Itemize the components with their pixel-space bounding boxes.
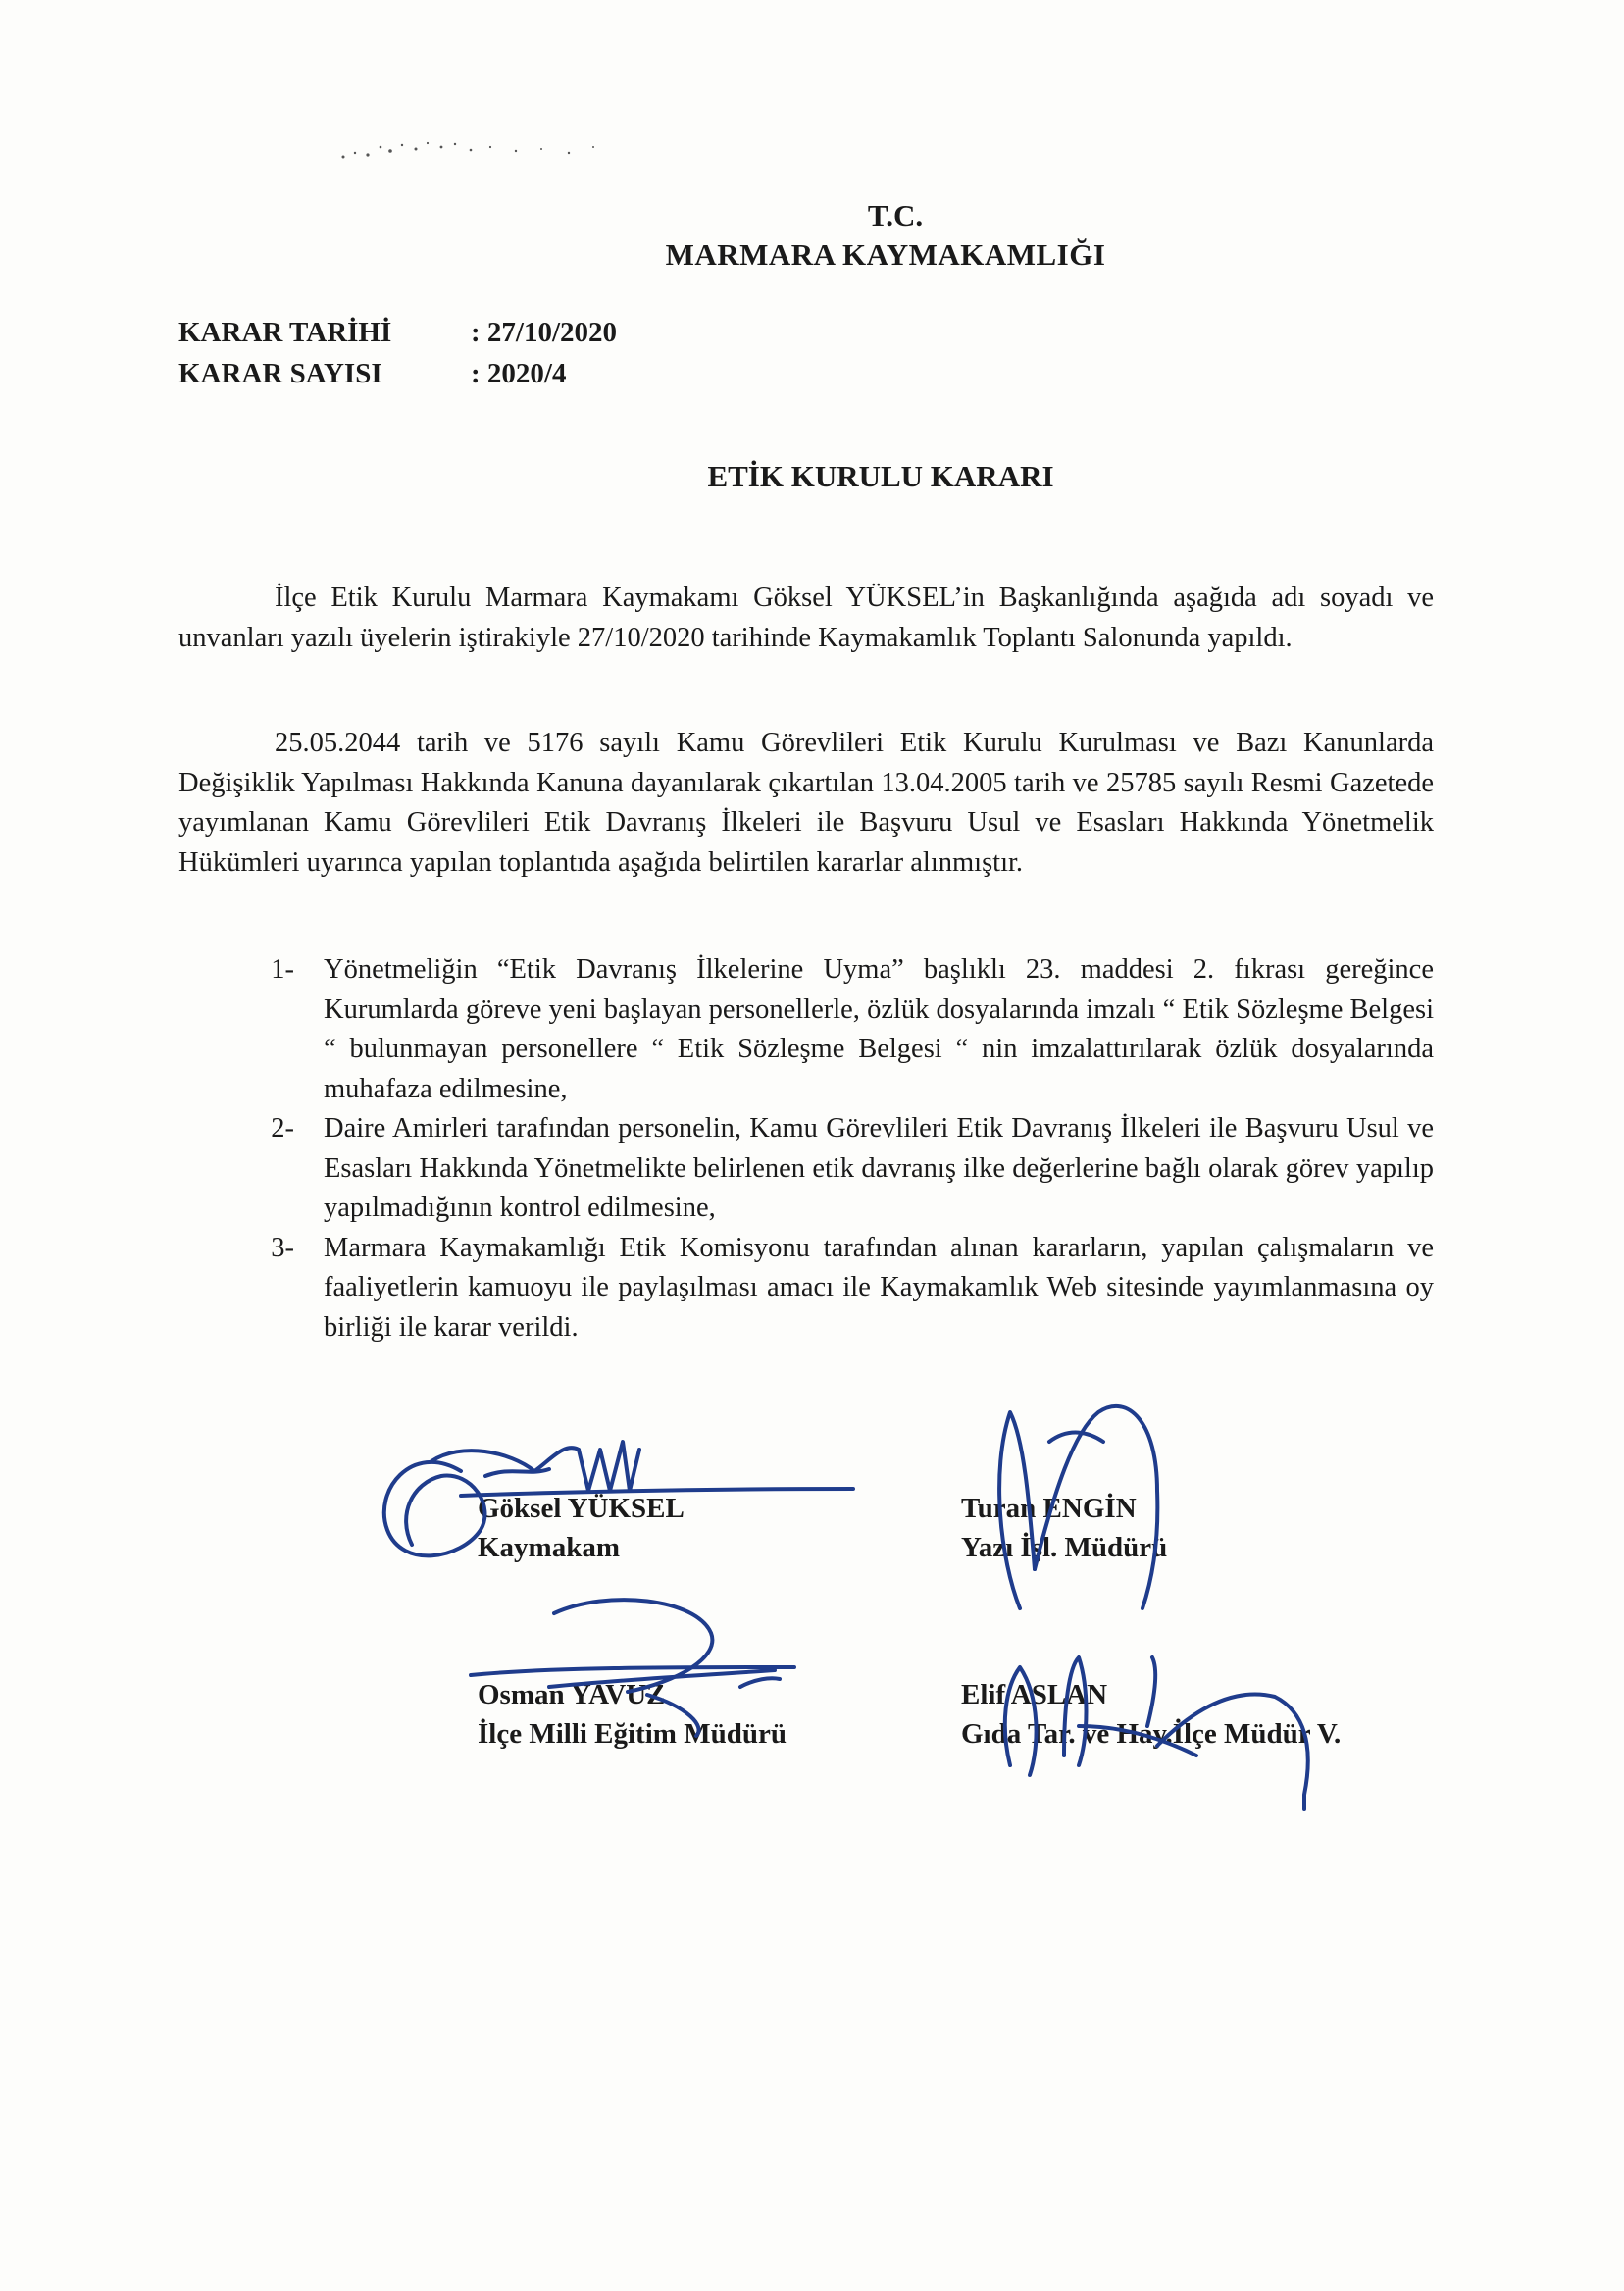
signatory-name: Elif ASLAN (961, 1679, 1108, 1710)
decisions-list (178, 950, 1434, 1348)
decision-number-value: : 2020/4 (471, 358, 567, 389)
decision-item (178, 1109, 1434, 1229)
signatory-title: İlçe Milli Eğitim Müdürü (478, 1718, 787, 1750)
decision-number: 2- (271, 1113, 294, 1144)
decision-meta (178, 312, 617, 394)
signatory-title: Kaymakam (478, 1532, 620, 1563)
decision-date-label: KARAR TARİHİ (178, 317, 392, 348)
header-line-organization: MARMARA KAYMAKAMLIĞI (665, 237, 1106, 272)
paragraph-intro: İlçe Etik Kurulu Marmara Kaymakamı Göksel YÜKSEL’in Başkanlığında aşağıda adı soyadı ve unvanları yazılı üyelerin iştirakiyle 27/10/2020 tarihinde Kaymakamlık Toplantı Salonunda yapıldı. (178, 583, 1434, 653)
header-line-tc: T.C. (867, 198, 924, 232)
signatory-block (961, 1489, 1167, 1567)
signatory-name: Osman YAVUZ (478, 1679, 666, 1710)
decision-text: Marmara Kaymakamlığı Etik Komisyonu tarafından alınan kararların, yapılan çalışmaların ve faaliyetlerin kamuoyu ile paylaşılması amacı ile Kaymakamlık Web sitesinde yayımlanmasına oy birliği ile karar verildi. (324, 1232, 1434, 1343)
decision-item (178, 950, 1434, 1109)
paragraph-legal-basis: 25.05.2044 tarih ve 5176 sayılı Kamu Görevlileri Etik Kurulu Kurulması ve Bazı Kanunlarda Değişiklik Yapılması Hakkında Kanuna dayanılarak çıkartılan 13.04.2005 tarih ve 25785 sayılı Resmi Gazetede yayımlanan Kamu Görevlileri Etik Davranış İlkeleri ile Başvuru Usul ve Esasları Hakkında Yönetmelik Hükümleri uyarınca yapılan toplantıda aşağıda belirtilen kararlar alınmıştır. (178, 728, 1434, 878)
decision-number: 1- (271, 954, 294, 985)
decision-number-label: KARAR SAYISI (178, 358, 382, 389)
document-header (0, 196, 1624, 275)
signatory-block (961, 1675, 1341, 1754)
signatory-name: Turan ENGİN (961, 1493, 1137, 1524)
document-title: ETİK KURULU KARARI (707, 459, 1054, 493)
decision-number: 3- (271, 1232, 294, 1263)
signatory-title: Yazı İşl. Müdürü (961, 1532, 1168, 1563)
scan-noise-specks (333, 118, 726, 177)
decision-date-value: : 27/10/2020 (471, 317, 618, 348)
signatory-block (478, 1489, 685, 1567)
signatory-block (478, 1675, 787, 1754)
decision-text: Yönetmeliğin “Etik Davranış İlkelerine Uyma” başlıklı 23. maddesi 2. fıkrası gereğince Kurumlarda göreve yeni başlayan personellerle, özlük dosyalarında imzalı “ Etik Sözleşme Belgesi “ bulunmayan personellere “ Etik Sözleşme Belgesi “ nin imzalattırılarak özlük dosyalarında muhafaza edilmesine, (324, 954, 1434, 1104)
decision-date-row (178, 312, 617, 353)
signatory-name: Göksel YÜKSEL (478, 1493, 685, 1524)
decision-text: Daire Amirleri tarafından personelin, Kamu Görevlileri Etik Davranış İlkeleri ile Başvuru Usul ve Esasları Hakkında Yönetmelikte belirlenen etik davranış ilke değerlerine bağlı olarak görev yapılıp yapılmadığının kontrol edilmesine, (324, 1113, 1434, 1223)
decision-item (178, 1229, 1434, 1349)
decision-number-row (178, 353, 617, 394)
signatory-title: Gıda Tar. ve Hay.İlçe Müdür V. (961, 1718, 1342, 1750)
